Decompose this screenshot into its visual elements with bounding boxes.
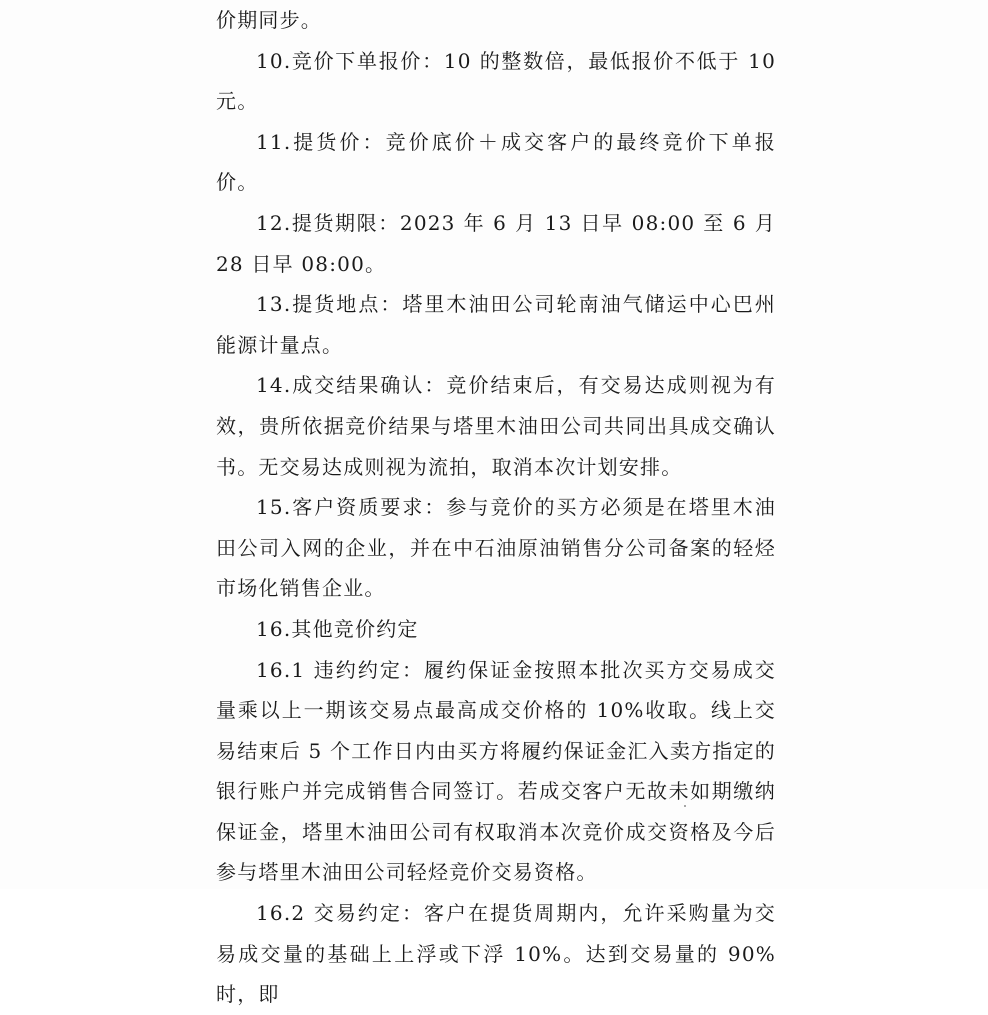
paragraph-breach-agreement: 16.1 违约约定：履约保证金按照本批次买方交易成交量乘以上一期该交易点最高成交价格的 10%收取。线上交易结束后 5 个工作日内由买方将履约保证金汇入卖方指定的银行账户并完成销售合同签订。若成交客户无故未如期缴纳保证金，塔里木油田公司有权取消本次竞价成交资格及今后参与塔里木油田公司轻烃竞价交易资格。 [216,657,776,885]
paragraph-continuation: 价期同步。 [216,8,322,32]
paragraph-pickup-location: 13.提货地点：塔里木油田公司轮南油气储运中心巴州能源计量点。 [216,292,776,357]
scan-speck [684,805,686,807]
paragraph-trade-agreement: 16.2 交易约定：客户在提货周期内，允许采购量为交易成交量的基础上上浮或下浮 10%。达到交易量的 90%时，即 [216,901,776,1007]
paragraph-bid-order-price: 10.竞价下单报价：10 的整数倍，最低报价不低于 10 元。 [216,48,776,114]
paragraph-pickup-price: 11.提货价：竞价底价＋成交客户的最终竞价下单报价。 [216,129,776,195]
paragraph-other-agreements-heading: 16.其他竞价约定 [256,616,419,641]
paragraph-result-confirmation: 14.成交结果确认：竞价结束后，有交易达成则视为有效，贵所依据竞价结果与塔里木油田公司共同出具成交确认书。无交易达成则视为流拍，取消本次计划安排。 [216,373,776,479]
paragraph-customer-qualification: 15.客户资质要求：参与竞价的买方必须是在塔里木油田公司入网的企业，并在中石油原油销售分公司备案的轻烃市场化销售企业。 [216,495,776,601]
paragraph-pickup-period: 12.提货期限：2023 年 6 月 13 日早 08:00 至 6 月 28 日早 08:00。 [216,210,776,276]
document-body [216,0,776,1015]
